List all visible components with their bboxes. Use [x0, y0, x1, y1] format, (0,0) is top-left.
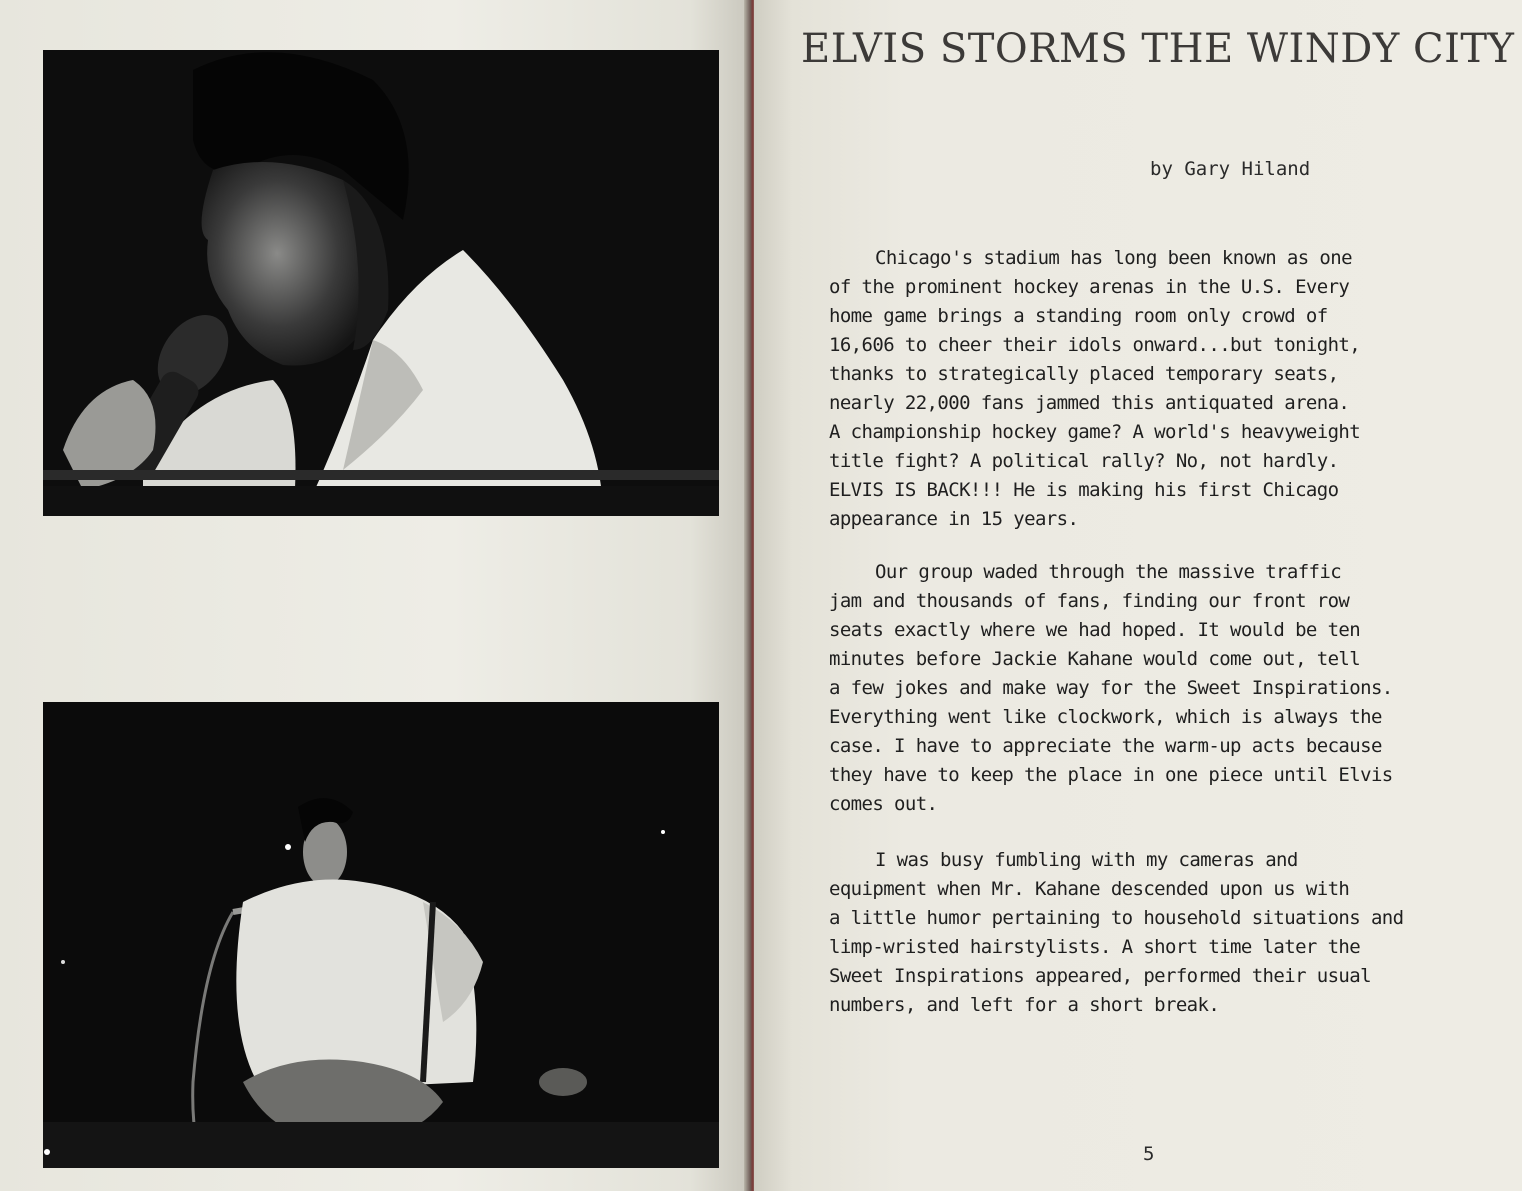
text-line: Our group waded through the massive traffic [875, 561, 1342, 583]
text-line: A championship hockey game? A world's heavyweight [829, 421, 1361, 443]
text-line: equipment when Mr. Kahane descended upon us with [829, 878, 1350, 900]
left-page [0, 0, 750, 1191]
article-byline: by Gary Hiland [1150, 158, 1311, 180]
elvis-stage-photo [43, 702, 719, 1168]
text-line: Everything went like clockwork, which is always the [829, 706, 1382, 728]
text-line: Chicago's stadium has long been known as one [875, 247, 1352, 269]
text-line: comes out. [829, 793, 938, 815]
paragraph-3 [829, 846, 1403, 1020]
text-line: numbers, and left for a short break. [829, 994, 1220, 1016]
text-line: 16,606 to cheer their idols onward...but tonight, [829, 334, 1361, 356]
text-line: they have to keep the place in one piece until Elvis [829, 764, 1393, 786]
text-line: seats exactly where we had hoped. It would be ten [829, 619, 1361, 641]
paragraph-1 [829, 244, 1360, 534]
paragraph-2 [829, 558, 1393, 819]
text-line: a few jokes and make way for the Sweet Inspirations. [829, 677, 1393, 699]
text-line: title fight? A political rally? No, not hardly. [829, 450, 1339, 472]
text-line: Sweet Inspirations appeared, performed their usual [829, 965, 1371, 987]
article-title: ELVIS STORMS THE WINDY CITY [801, 26, 1515, 72]
text-line: nearly 22,000 fans jammed this antiquated arena. [829, 392, 1350, 414]
text-line: home game brings a standing room only crowd of [829, 305, 1328, 327]
text-line: limp-wristed hairstylists. A short time later the [829, 936, 1361, 958]
text-line: thanks to strategically placed temporary seats, [829, 363, 1339, 385]
text-line: appearance in 15 years. [829, 508, 1079, 530]
text-line: of the prominent hockey arenas in the U.S. Every [829, 276, 1350, 298]
text-line: a little humor pertaining to household situations and [829, 907, 1404, 929]
text-line: case. I have to appreciate the warm-up acts because [829, 735, 1382, 757]
elvis-closeup-photo [43, 50, 719, 516]
page-number: 5 [1143, 1143, 1155, 1165]
text-line: I was busy fumbling with my cameras and [875, 849, 1298, 871]
text-line: minutes before Jackie Kahane would come out, tell [829, 648, 1361, 670]
text-line: ELVIS IS BACK!!! He is making his first Chicago [829, 479, 1339, 501]
text-line: jam and thousands of fans, finding our front row [829, 590, 1350, 612]
